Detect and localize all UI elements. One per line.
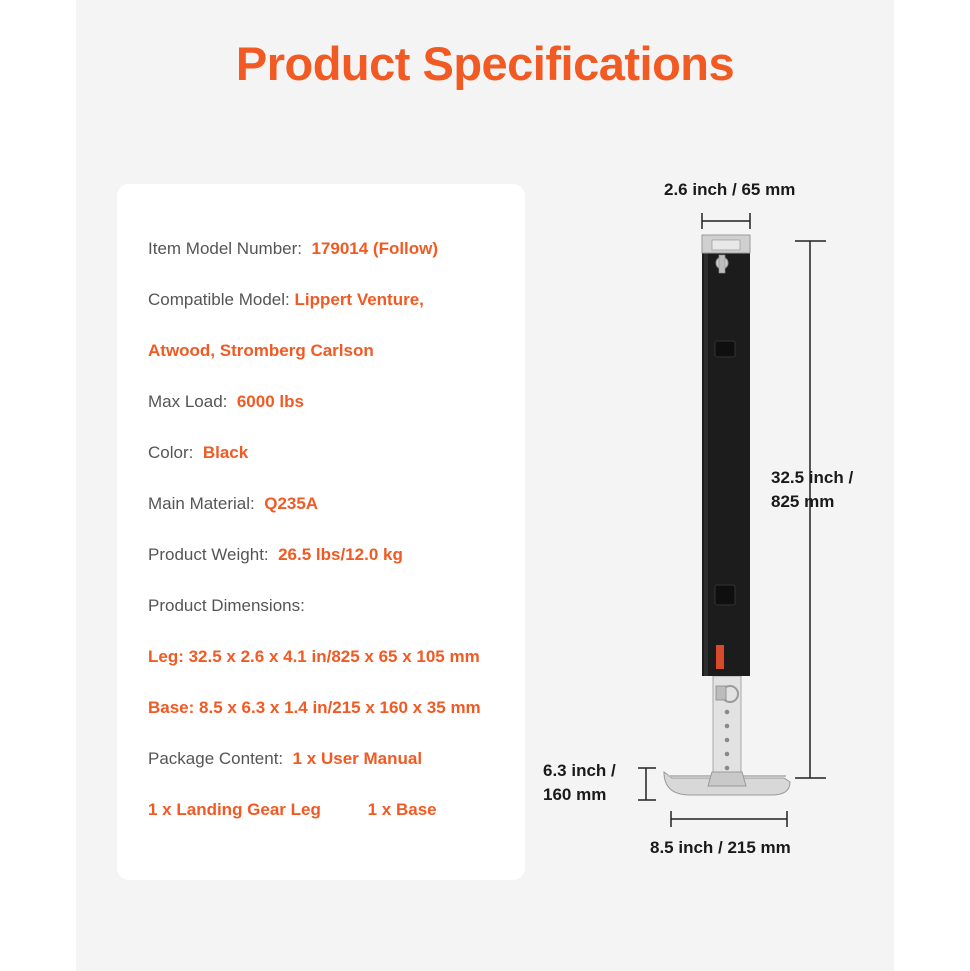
height-label-line-1: 32.5 inch /	[771, 468, 854, 487]
main-leg	[702, 251, 750, 676]
height-label-line-2: 825 mm	[771, 492, 835, 511]
spec-weight-label: Product Weight:	[148, 545, 269, 564]
spec-max-load-label: Max Load:	[148, 392, 228, 411]
lower-bracket	[715, 585, 735, 605]
spec-package-item-2: 1 x Landing Gear Leg	[148, 800, 321, 819]
width-top-label: 2.6 inch / 65 mm	[664, 180, 796, 199]
spec-compatible-label: Compatible Model:	[148, 290, 290, 309]
width-dimension-line	[702, 213, 750, 229]
pull-pin	[716, 686, 726, 700]
spec-color-value: Black	[202, 443, 249, 462]
spec-base-dimensions-value: Base: 8.5 x 6.3 x 1.4 in/215 x 160 x 35 mm	[148, 698, 481, 717]
base-width-label: 8.5 inch / 215 mm	[650, 838, 791, 857]
spec-model-label: Item Model Number:	[148, 239, 302, 258]
page-title: Product Specifications	[235, 37, 735, 90]
spec-package-label: Package Content:	[148, 749, 284, 768]
base-depth-label-line-1: 6.3 inch /	[543, 761, 616, 780]
upper-bracket	[715, 341, 735, 357]
top-pin	[719, 255, 725, 273]
main-leg-highlight	[704, 251, 708, 676]
spec-compatible-value: Lippert Venture,	[294, 290, 424, 309]
brand-label	[716, 645, 724, 669]
spec-model-value: 179014 (Follow)	[311, 239, 439, 258]
spec-max-load-value: 6000 lbs	[236, 392, 304, 411]
spec-color-label: Color:	[148, 443, 194, 462]
spec-package-item-3: 1 x Base	[367, 800, 437, 819]
spec-compatible-value-2: Atwood, Stromberg Carlson	[148, 341, 374, 360]
spec-leg-dimensions-value: Leg: 32.5 x 2.6 x 4.1 in/825 x 65 x 105 mm	[148, 647, 480, 666]
spec-material-label: Main Material:	[148, 494, 255, 513]
top-mount-insert	[712, 240, 740, 250]
spec-package-item-1: 1 x User Manual	[292, 749, 423, 768]
foot-bracket	[708, 772, 746, 786]
spec-material-value: Q235A	[264, 494, 319, 513]
base-depth-label-line-2: 160 mm	[543, 785, 607, 804]
spec-dimensions-label: Product Dimensions:	[148, 596, 305, 615]
spec-weight-value: 26.5 lbs/12.0 kg	[278, 545, 403, 564]
base-width-dimension-line	[671, 811, 787, 827]
base-depth-dimension-line	[638, 768, 656, 800]
